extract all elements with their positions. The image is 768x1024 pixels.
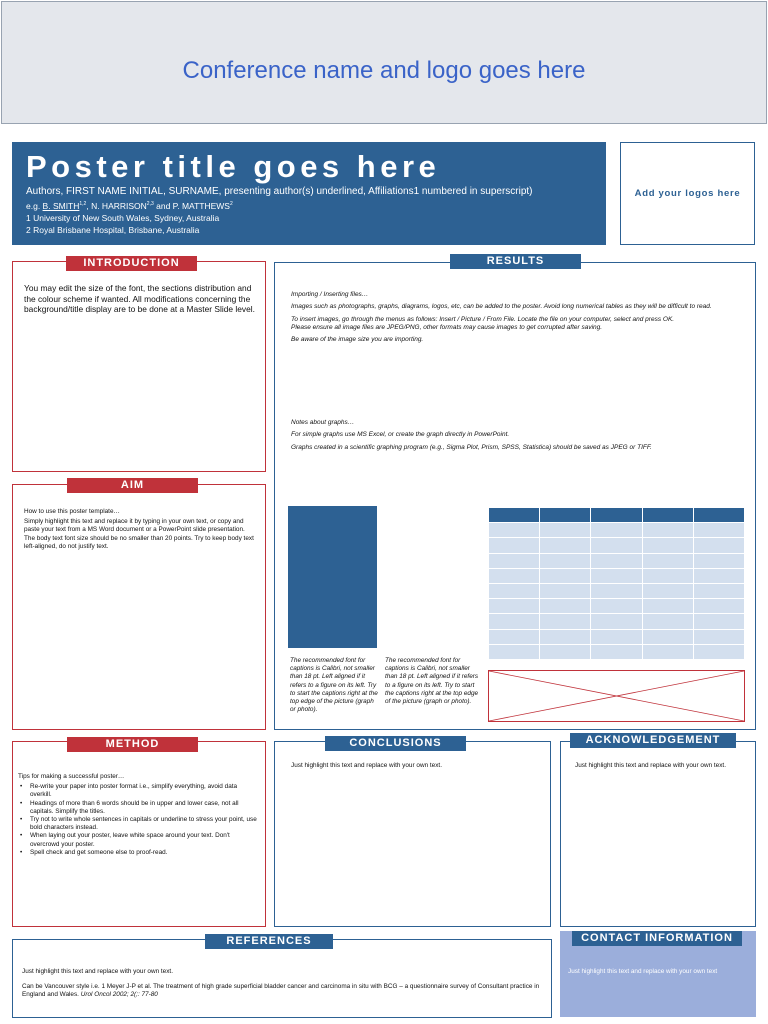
acknowledgement-text[interactable]: Just highlight this text and replace with your own text. xyxy=(575,762,726,769)
affiliation-1[interactable]: 1 University of New South Wales, Sydney, Australia xyxy=(26,212,220,223)
table-header-cell xyxy=(489,508,540,523)
introduction-header: INTRODUCTION xyxy=(66,256,197,271)
contact-text[interactable]: Just highlight this text and replace with your own text xyxy=(568,968,718,975)
introduction-text[interactable]: You may edit the size of the font, the sections distribution and the colour scheme if wanted. All modifications concerning the background/title display are to be done at a Master Slide level. xyxy=(24,283,255,315)
table-header-cell xyxy=(642,508,693,523)
results-paragraph: Images such as photographs, graphs, diagrams, logos, etc, can be added to the poster. Avoid long numerical tables as they will be difficult to read. xyxy=(291,303,712,311)
references-citation[interactable] xyxy=(22,983,547,1000)
table-row xyxy=(489,538,745,553)
table-cell xyxy=(591,599,642,614)
table-cell xyxy=(693,568,744,583)
table-cell xyxy=(489,538,540,553)
table-cell xyxy=(489,614,540,629)
aim-header: AIM xyxy=(67,478,198,493)
table-cell xyxy=(642,523,693,538)
references-box xyxy=(12,939,552,1018)
table-cell xyxy=(540,599,591,614)
results-header: RESULTS xyxy=(450,254,581,269)
results-paragraph: For simple graphs use MS Excel, or create the graph directly in PowerPoint. xyxy=(291,431,510,439)
table-header-cell xyxy=(693,508,744,523)
table-cell xyxy=(642,629,693,644)
example-prefix: e.g. xyxy=(26,200,43,211)
example-sup-2: 2,3 xyxy=(146,201,154,207)
citation-text: Can be Vancouver style i.e. 1 Meyer J-P et al. The treatment of high grade superficial bladder cancer and carcinoma in situ with BCG – a questionnaire survey of Consultant practice in England and Wales. xyxy=(22,983,540,999)
poster-title[interactable]: Poster title goes here xyxy=(26,149,441,184)
authors-example[interactable] xyxy=(26,198,592,212)
table-row xyxy=(489,644,745,659)
table-cell xyxy=(540,583,591,598)
table-cell xyxy=(540,538,591,553)
table-cell xyxy=(693,583,744,598)
table-cell xyxy=(693,599,744,614)
table-cell xyxy=(693,629,744,644)
list-item: • Try not to write whole sentences in capitals or underline to stress your point, use bold characters instead. xyxy=(18,816,258,832)
table-cell xyxy=(489,629,540,644)
table-cell xyxy=(489,583,540,598)
table-row xyxy=(489,523,745,538)
figure-caption-1[interactable]: The recommended font for captions is Calibri, not smaller than 18 pt. Left aligned if it refers to a figure on its left. Try to start the captions right at the top edge of the picture (graph or photo). xyxy=(290,657,378,714)
method-header: METHOD xyxy=(67,737,198,752)
results-table[interactable] xyxy=(488,507,745,660)
table-cell xyxy=(642,599,693,614)
table-header-cell xyxy=(591,508,642,523)
table-cell xyxy=(642,614,693,629)
results-paragraph: Importing / Inserting files… xyxy=(291,291,369,298)
table-cell xyxy=(591,568,642,583)
results-paragraph: Be aware of the image size you are importing. xyxy=(291,335,424,343)
table-cell xyxy=(489,599,540,614)
method-intro: Tips for making a successful poster… xyxy=(18,773,125,780)
aim-paragraph: How to use this poster template… xyxy=(24,508,120,515)
references-text[interactable]: Just highlight this text and replace with your own text. xyxy=(22,968,173,975)
example-sup-3: 2 xyxy=(229,201,233,207)
logos-box[interactable] xyxy=(620,142,755,245)
list-item: • Spell check and get someone else to proof-read. xyxy=(18,849,258,857)
table-cell xyxy=(591,614,642,629)
contact-header: CONTACT INFORMATION xyxy=(572,931,742,946)
table-cell xyxy=(591,553,642,568)
example-sup-1: 1,2 xyxy=(79,201,87,207)
references-header: REFERENCES xyxy=(205,934,333,949)
results-text-import[interactable] xyxy=(291,291,751,346)
example-author-3: and P. MATTHEWS xyxy=(153,200,230,211)
aim-paragraph: Simply highlight this text and replace it by typing in your own text, or copy and paste your text from a MS Word document or a PowerPoint slide presentation. xyxy=(24,518,245,534)
table-cell xyxy=(693,644,744,659)
table-header-cell xyxy=(540,508,591,523)
authors-line[interactable]: Authors, FIRST NAME INITIAL, SURNAME, presenting author(s) underlined, Affiliations1 numbered in superscript) xyxy=(26,186,533,197)
table-cell xyxy=(540,629,591,644)
title-block xyxy=(12,142,606,245)
method-tips-list xyxy=(18,783,258,857)
table-cell xyxy=(540,523,591,538)
table-cell xyxy=(489,644,540,659)
table-cell xyxy=(642,644,693,659)
aim-paragraph: The body text font size should be no smaller than 20 points. Try to keep body text left-aligned, do not justify text. xyxy=(24,534,254,550)
conference-banner xyxy=(1,1,767,124)
table-cell xyxy=(591,644,642,659)
conference-text[interactable]: Conference name and logo goes here xyxy=(182,57,586,84)
table-cell xyxy=(642,568,693,583)
conclusions-header: CONCLUSIONS xyxy=(325,736,466,751)
results-paragraph: To insert images, go through the menus as follows: Insert / Picture / From File. Locate the file on your computer, select and press OK. xyxy=(291,315,675,323)
table-row xyxy=(489,553,745,568)
table-row xyxy=(489,583,745,598)
affiliation-2[interactable]: 2 Royal Brisbane Hospital, Brisbane, Australia xyxy=(26,224,200,235)
table-cell xyxy=(693,553,744,568)
table-cell xyxy=(540,553,591,568)
method-text[interactable] xyxy=(18,773,258,857)
example-author-2: , N. HARRISON xyxy=(86,200,147,211)
table-row xyxy=(489,568,745,583)
table-row xyxy=(489,629,745,644)
table-cell xyxy=(591,629,642,644)
results-paragraph: Notes about graphs… xyxy=(291,419,355,426)
table-cell xyxy=(540,568,591,583)
image-placeholder-box[interactable] xyxy=(488,670,745,722)
acknowledgement-header: ACKNOWLEDGEMENT xyxy=(570,733,736,748)
table-header-row xyxy=(489,508,745,523)
figure-caption-2[interactable]: The recommended font for captions is Calibri, not smaller than 18 pt. Left aligned if it refers to a figure on its left. Try to start the captions right at the top edge of the picture (graph or photo). xyxy=(385,657,479,706)
list-item: • When laying out your poster, leave white space around your text. Don't overcrowd your poster. xyxy=(18,832,258,848)
aim-text[interactable] xyxy=(24,508,256,553)
list-item: • Re-write your paper into poster format i.e., simplify everything, avoid data overkill. xyxy=(18,783,258,799)
table-cell xyxy=(489,523,540,538)
table-cell xyxy=(489,553,540,568)
table-cell xyxy=(693,523,744,538)
citation-journal: Urol Oncol 2002; 2(;: 77-80 xyxy=(80,991,158,999)
results-paragraph: Graphs created in a scientific graphing program (e.g., Sigma Plot, Prism, SPSS, Statistica) should be saved as JPEG or TIFF. xyxy=(291,443,652,451)
table-cell xyxy=(540,614,591,629)
table-row xyxy=(489,614,745,629)
results-text-graphs[interactable] xyxy=(291,419,751,454)
table-cell xyxy=(540,644,591,659)
figure-placeholder[interactable] xyxy=(288,506,377,648)
table-row xyxy=(489,599,745,614)
table-cell xyxy=(489,568,540,583)
table-cell xyxy=(693,538,744,553)
list-item: • Headings of more than 6 words should be in upper and lower case, not all capitals. Simplify the titles. xyxy=(18,800,258,816)
table-cell xyxy=(642,553,693,568)
results-paragraph: Please ensure all image files are JPEG/PNG, other formats may cause images to get corrupted after saving. xyxy=(291,324,603,332)
table-cell xyxy=(642,583,693,598)
table-cell xyxy=(591,538,642,553)
logos-text: Add your logos here xyxy=(634,188,741,199)
table-cell xyxy=(693,614,744,629)
table-cell xyxy=(591,583,642,598)
conclusions-text[interactable]: Just highlight this text and replace with your own text. xyxy=(291,762,442,769)
example-presenting-author: B. SMITH xyxy=(42,200,80,211)
table-cell xyxy=(591,523,642,538)
table-cell xyxy=(642,538,693,553)
